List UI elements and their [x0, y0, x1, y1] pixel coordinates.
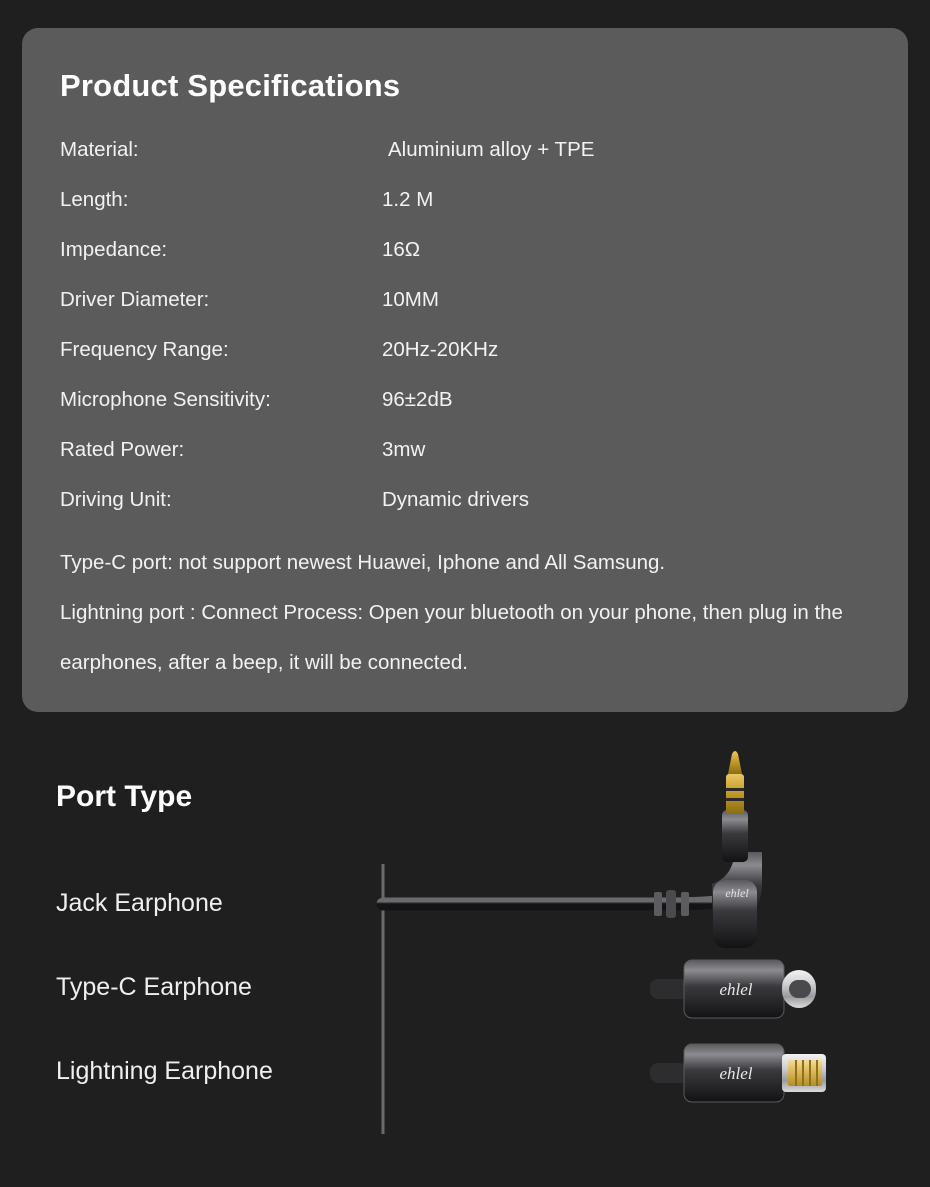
cable-diagram-svg	[0, 714, 930, 1182]
spec-label: Material:	[60, 138, 139, 161]
port-label-jack: Jack Earphone	[56, 889, 223, 917]
spec-label: Length:	[60, 188, 129, 211]
port-label-typec: Type-C Earphone	[56, 973, 252, 1001]
product-specifications-panel	[22, 28, 908, 712]
cable-illustration	[0, 714, 930, 1182]
port-label-lightning: Lightning Earphone	[56, 1057, 273, 1085]
table-row	[60, 238, 872, 288]
spec-value: Dynamic drivers	[382, 488, 529, 511]
spec-label: Frequency Range:	[60, 338, 229, 361]
table-row	[60, 338, 872, 388]
svg-text:ehlel: ehlel	[719, 1064, 753, 1083]
spec-value: 16Ω	[382, 238, 421, 261]
svg-text:ehlel: ehlel	[725, 886, 749, 900]
spec-value: 10MM	[382, 288, 439, 311]
table-row	[60, 288, 872, 338]
spec-value: Aluminium alloy + TPE	[388, 138, 595, 161]
spec-label: Impedance:	[60, 238, 168, 261]
spec-label: Microphone Sensitivity:	[60, 388, 271, 411]
spec-value: 1.2 M	[382, 188, 434, 211]
note-type-c: Type-C port: not support newest Huawei, Iphone and All Samsung.	[60, 551, 666, 574]
spec-value: 96±2dB	[382, 388, 453, 411]
spec-value: 3mw	[382, 438, 426, 461]
page-title: Product Specifications	[60, 68, 401, 103]
table-row	[60, 138, 872, 188]
spec-label: Driving Unit:	[60, 488, 172, 511]
table-row	[60, 438, 872, 488]
port-type-section	[0, 714, 930, 1182]
note-lightning: Lightning port : Connect Process: Open your bluetooth on your phone, then plug in the earphones, after a beep, it will be connected.	[60, 601, 843, 674]
spec-value: 20Hz-20KHz	[382, 338, 499, 361]
table-row	[60, 388, 872, 438]
spec-label: Driver Diameter:	[60, 288, 210, 311]
table-row	[60, 188, 872, 238]
spec-table	[60, 138, 872, 538]
svg-text:ehlel: ehlel	[719, 980, 753, 999]
table-row	[60, 488, 872, 538]
spec-label: Rated Power:	[60, 438, 185, 461]
port-type-title: Port Type	[56, 780, 193, 813]
